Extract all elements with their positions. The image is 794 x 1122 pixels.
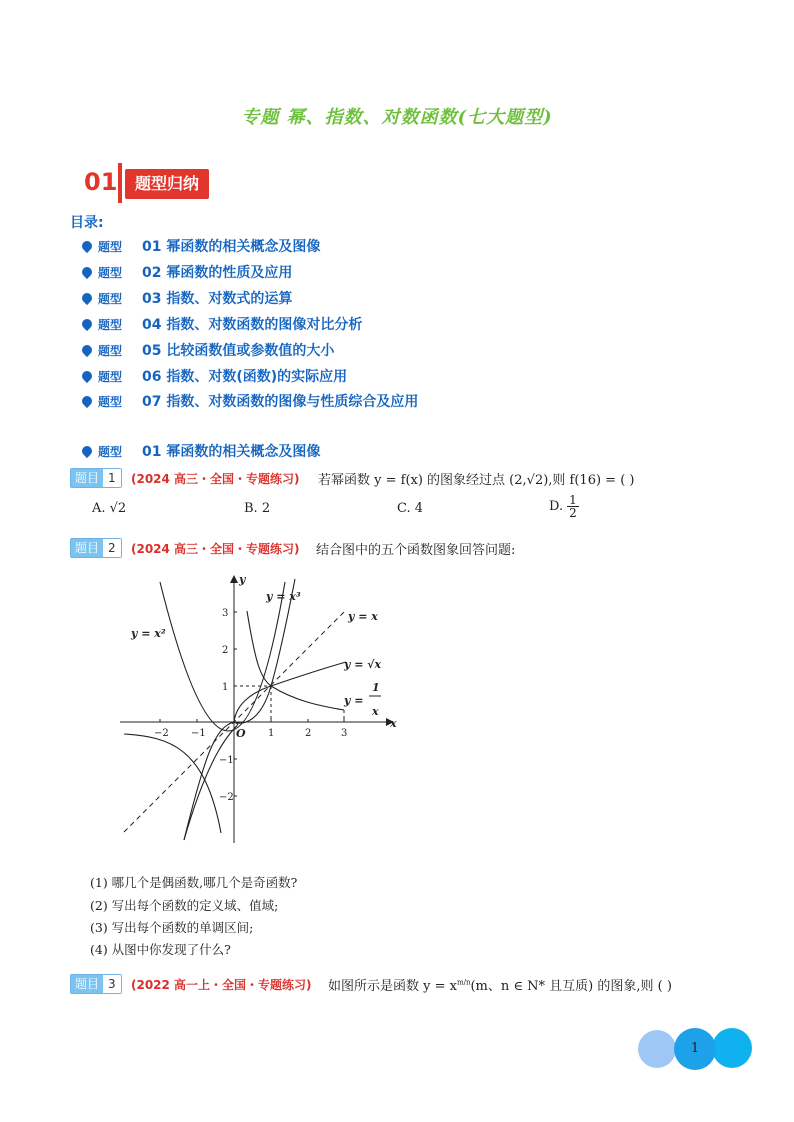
pin-icon xyxy=(80,394,94,408)
sub-question: (3) 写出每个函数的单调区间; xyxy=(90,920,254,935)
question-source: (2022 高一上・全国・专题练习) xyxy=(131,978,312,992)
y-tick: −2 xyxy=(219,792,234,803)
y-tick: 1 xyxy=(222,682,229,693)
question-tag: 题目 1 xyxy=(70,468,122,488)
option-a: A. √2 xyxy=(92,501,127,516)
page-title: 专题 幂、指数、对数函数(七大题型) xyxy=(241,107,553,128)
pin-icon xyxy=(80,343,94,357)
option-b: B. 2 xyxy=(244,501,271,516)
curve-label: y = √x xyxy=(344,658,382,671)
option-d: D. 1 2 xyxy=(549,493,577,520)
x-tick: 3 xyxy=(341,728,348,739)
section-number: 01 xyxy=(84,168,118,196)
x-axis-label: x xyxy=(390,717,397,730)
pin-icon xyxy=(80,444,94,458)
curve-label: x xyxy=(372,705,379,718)
page-number: 1 xyxy=(690,1041,700,1056)
y-axis-label: y xyxy=(239,573,246,586)
curve-label: y = x² xyxy=(131,627,166,640)
y-tick: 3 xyxy=(222,608,229,619)
toc-item-label: 06 指数、对数(函数)的实际应用 xyxy=(142,369,348,385)
x-tick: −1 xyxy=(191,728,206,739)
origin-label: O xyxy=(236,727,246,740)
sub-question: (2) 写出每个函数的定义域、值域; xyxy=(90,898,279,913)
question-tag: 题目 2 xyxy=(70,538,122,558)
toc-item-label: 07 指数、对数函数的图像与性质综合及应用 xyxy=(142,394,419,410)
x-tick: 2 xyxy=(305,728,312,739)
function-graph xyxy=(110,565,410,845)
x-tick: 1 xyxy=(268,728,275,739)
toc-item[interactable]: 题型 02 幂函数的性质及应用 xyxy=(80,262,292,282)
question-source: (2024 高三・全国・专题练习) xyxy=(131,472,300,486)
toc-item[interactable]: 题型 04 指数、对数函数的图像对比分析 xyxy=(80,314,362,334)
question-text: 若幂函数 y = f(x) 的图象经过点 (2,√2),则 f(16) = ( ) xyxy=(318,473,635,488)
pin-icon xyxy=(80,369,94,383)
section-label: 题型归纳 xyxy=(125,169,209,199)
section-heading: 题型 01 幂函数的相关概念及图像 xyxy=(80,441,320,461)
toc-item[interactable]: 题型 01 幂函数的相关概念及图像 xyxy=(80,236,320,256)
question-text: 结合图中的五个函数图象回答问题: xyxy=(316,543,516,558)
section-divider xyxy=(118,163,122,203)
toc-heading: 目录: xyxy=(70,215,104,231)
page-decoration xyxy=(638,1030,676,1068)
page-decoration xyxy=(712,1028,752,1068)
option-c: C. 4 xyxy=(397,501,424,516)
section-heading-label: 01 幂函数的相关概念及图像 xyxy=(142,444,321,460)
toc-item-label: 01 幂函数的相关概念及图像 xyxy=(142,239,321,255)
toc-item-label: 03 指数、对数式的运算 xyxy=(142,291,293,307)
toc-item-label: 04 指数、对数函数的图像对比分析 xyxy=(142,317,363,333)
question-tag: 题目 3 xyxy=(70,974,122,994)
pin-icon xyxy=(80,291,94,305)
curve-sqrt xyxy=(234,662,346,722)
pin-icon xyxy=(80,317,94,331)
curve-label: y = x xyxy=(348,610,378,623)
toc-item[interactable]: 题型 05 比较函数值或参数值的大小 xyxy=(80,340,334,360)
toc-item[interactable]: 题型 03 指数、对数式的运算 xyxy=(80,288,292,308)
toc-item[interactable]: 题型 06 指数、对数(函数)的实际应用 xyxy=(80,366,347,386)
curve-label: 1 xyxy=(372,681,380,694)
curve-x-squared xyxy=(160,582,285,731)
y-tick: −1 xyxy=(219,755,234,766)
y-tick: 2 xyxy=(222,645,229,656)
toc-item-label: 02 幂函数的性质及应用 xyxy=(142,265,293,281)
curve-label: y = xyxy=(344,694,364,707)
toc-item-label: 05 比较函数值或参数值的大小 xyxy=(142,343,335,359)
x-tick: −2 xyxy=(154,728,169,739)
curve-label: y = x³ xyxy=(266,590,301,603)
sub-question: (1) 哪几个是偶函数,哪几个是奇函数? xyxy=(90,875,298,890)
sub-question: (4) 从图中你发现了什么? xyxy=(90,942,231,957)
pin-icon xyxy=(80,265,94,279)
question-source: (2024 高三・全国・专题练习) xyxy=(131,542,300,556)
question-text: 如图所示是函数 $y = x^{m/n}(m$、n ∈ N* 且互质) 的图象,则 ( ) xyxy=(328,978,672,994)
toc-item[interactable]: 题型 07 指数、对数函数的图像与性质综合及应用 xyxy=(80,391,418,411)
pin-icon xyxy=(80,239,94,253)
